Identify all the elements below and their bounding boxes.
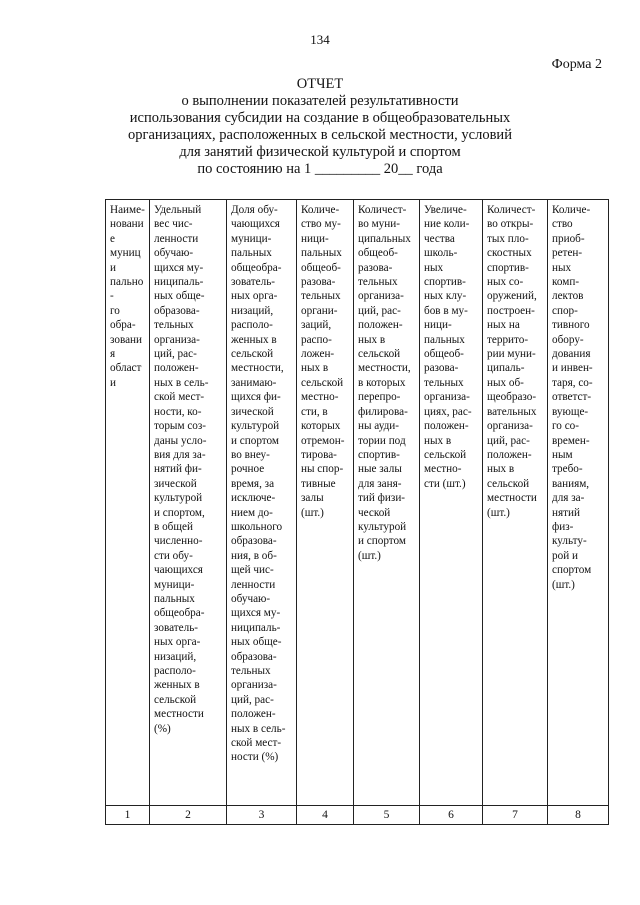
header-cell-text: Количе- ство приоб- ретен- ных комп- лектов спор- тивного обору- дования и инвен- таря, со- ответст- вующе- го со- времен- ным требо- ваниям, для за- нятий физ- культу- рой и спортом (шт.) <box>552 204 593 591</box>
column-number: 5 <box>354 806 420 825</box>
column-number: 8 <box>548 806 609 825</box>
report-title <box>0 76 640 178</box>
header-cell-share-students <box>150 200 227 806</box>
table-header-row <box>106 200 609 806</box>
header-cell-text: Количест- во откры- тых пло- скостных спортив- ных со- оружений, построен- ных на террито- рии муни- ципаль- ных об- щеобразо- вательных организа- ций, рас- положен- ных в сельской местности (шт.) <box>487 204 537 519</box>
header-cell-equipment-sets <box>548 200 609 806</box>
page-number: 134 <box>310 32 330 47</box>
title-line: использования субсидии на создание в общеобразовательных <box>129 110 511 126</box>
column-number: 1 <box>106 806 150 825</box>
form-label: Форма 2 <box>551 57 602 72</box>
report-table <box>105 199 609 825</box>
header-cell-repaired-halls <box>297 200 354 806</box>
title-line: ОТЧЕТ <box>296 76 344 92</box>
title-line: для занятий физической культурой и спортом <box>179 144 461 160</box>
header-cell-outdoor-facilities <box>483 200 548 806</box>
header-cell-municipality <box>106 200 150 806</box>
title-line: о выполнении показателей результативности <box>181 93 459 109</box>
column-number: 3 <box>227 806 297 825</box>
header-cell-sport-clubs <box>420 200 483 806</box>
header-cell-share-sport <box>227 200 297 806</box>
column-number: 7 <box>483 806 548 825</box>
column-number: 4 <box>297 806 354 825</box>
header-cell-text: Удельный вес чис- ленности обучаю- щихся му- ниципаль- ных обще- образова- тельных организа- ций, рас- положен- ных в сель- ской мест- ности, ко- торым соз- даны усло- вия для за- нятий фи- зической культурой и спортом, в общей численно- сти обу- чающихся муници- пальных общеобра- зователь- ных орга- низаций, располо- женных в сельской местности (%) <box>154 204 209 735</box>
header-cell-text: Количе- ство му- ници- пальных общеоб- разова- тельных органи- заций, распо- ложен- ных в сельской местно- сти, в которых отремон- тирова- ны спор- тивные залы (шт.) <box>301 204 345 519</box>
title-line: организациях, расположенных в сельской местности, условий <box>128 127 512 143</box>
column-number: 2 <box>150 806 227 825</box>
header-cell-text: Увеличе- ние коли- чества школь- ных спортив- ных клу- бов в му- ници- пальных общеоб- разова- тельных организа- циях, рас- положен- ных в сельской местно- сти (шт.) <box>424 204 472 490</box>
title-line: по состоянию на 1 _________ 20__ года <box>197 161 443 177</box>
header-cell-text: Доля обу- чающихся муници- пальных общеобра- зователь- ных орга- низаций, располо- женных в сельской местности, занимаю- щихся фи- зической культурой и спортом во внеу- рочное время, за исключе- нием до- школьного образова- ния, в об- щей чис- ленности обучаю- щихся му- ниципаль- ных обще- образова- тельных организа- ций, рас- положен- ных в сель- ской мест- ности (%) <box>231 204 286 764</box>
header-cell-text: Наиме- нование муници пально- го обра- зования области <box>110 204 145 389</box>
table-number-row <box>106 806 609 825</box>
header-cell-converted-rooms <box>354 200 420 806</box>
column-number: 6 <box>420 806 483 825</box>
header-cell-text: Количест- во муни- ципальных общеоб- разова- тельных организа- ций, рас- положен- ных в сельской местности, в которых перепро- филирова- ны ауди- тории под спортив- ные залы для заня- тий физи- ческой культурой и спортом (шт.) <box>358 204 411 562</box>
